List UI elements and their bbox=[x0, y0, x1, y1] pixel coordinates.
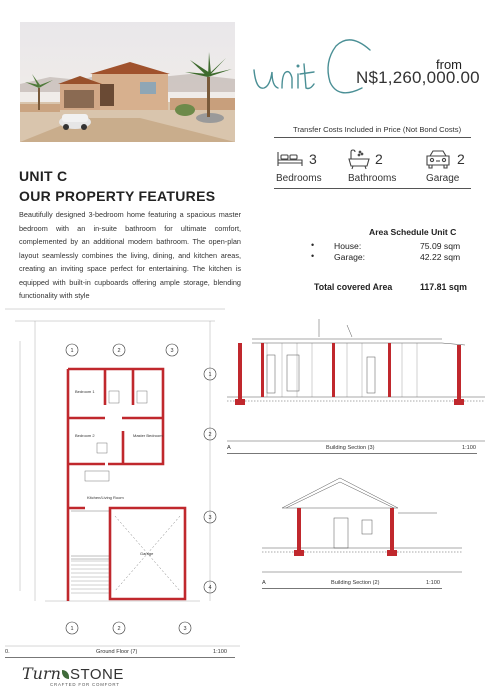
section3-label: Building Section (3) bbox=[326, 445, 375, 451]
bullet: • bbox=[311, 251, 315, 261]
unit-title: UNIT C bbox=[19, 168, 68, 184]
area-house-value: 75.09 sqm bbox=[420, 241, 461, 251]
section3-prefix: A bbox=[227, 445, 231, 451]
svg-text:1: 1 bbox=[70, 348, 74, 354]
bullet: • bbox=[311, 240, 315, 250]
bathrooms-label: Bathrooms bbox=[348, 173, 397, 184]
ground-floor-scale: 1:100 bbox=[213, 649, 227, 655]
svg-text:Bedroom 1: Bedroom 1 bbox=[75, 389, 95, 394]
area-schedule-title: Area Schedule Unit C bbox=[369, 227, 457, 237]
area-garage-value: 42.22 sqm bbox=[420, 252, 461, 262]
description: Beautifully designed 3-bedroom home featuring a spacious master bedroom with an in-suite bathroom for ultimate comfort, complemented by an additional modern bathroom. The open-plan layout seamlessly combines the living, dining, and kitchen areas, creating an inviting space perfect for entertaining. The kitchen is equipped with built-in cupboards offering ample storage, blending functionality with style bbox=[19, 210, 241, 300]
bedrooms-label: Bedrooms bbox=[276, 173, 322, 184]
divider bbox=[227, 453, 477, 454]
section3-scale: 1:100 bbox=[462, 445, 476, 451]
car-icon bbox=[425, 148, 451, 170]
svg-text:1: 1 bbox=[208, 372, 212, 378]
section2-scale: 1:100 bbox=[426, 580, 440, 586]
building-section-2 bbox=[262, 468, 462, 583]
ground-floor-label: Ground Floor (7) bbox=[96, 649, 138, 655]
svg-text:2: 2 bbox=[117, 626, 121, 632]
logo-tagline: CRAFTED FOR COMFORT bbox=[50, 682, 120, 687]
total-area-label: Total covered Area bbox=[314, 282, 393, 292]
turnstone-logo bbox=[22, 664, 124, 687]
section2-prefix: A bbox=[262, 580, 266, 586]
garage-label: Garage bbox=[426, 173, 460, 184]
area-house-label: House: bbox=[334, 241, 362, 251]
price: N$1,260,000.00 bbox=[356, 68, 480, 87]
script-title bbox=[250, 28, 380, 103]
svg-text:3: 3 bbox=[170, 348, 174, 354]
section2-label: Building Section (2) bbox=[331, 580, 380, 586]
svg-text:Garage: Garage bbox=[140, 551, 154, 556]
from-label: from bbox=[436, 57, 462, 72]
bedrooms-count: 3 bbox=[309, 151, 317, 167]
svg-text:1: 1 bbox=[70, 626, 74, 632]
svg-text:Bedroom 2: Bedroom 2 bbox=[75, 433, 95, 438]
area-garage-label: Garage: bbox=[334, 252, 366, 262]
logo-leaf-icon bbox=[62, 670, 69, 679]
divider bbox=[5, 657, 235, 658]
ground-floor-prefix: 0. bbox=[5, 649, 10, 655]
divider bbox=[262, 588, 442, 589]
svg-text:2: 2 bbox=[208, 432, 212, 438]
bathrooms-count: 2 bbox=[375, 151, 383, 167]
transfer-note: Transfer Costs Included in Price (Not Bond Costs) bbox=[293, 125, 462, 134]
divider bbox=[274, 137, 471, 138]
ground-floor-plan bbox=[5, 301, 245, 666]
svg-text:4: 4 bbox=[208, 585, 212, 591]
svg-text:Master Bedroom: Master Bedroom bbox=[133, 433, 163, 438]
divider bbox=[274, 188, 471, 189]
property-photo bbox=[20, 22, 235, 142]
bed-icon bbox=[276, 148, 304, 170]
features-heading: OUR PROPERTY FEATURES bbox=[19, 188, 216, 204]
svg-text:3: 3 bbox=[208, 515, 212, 521]
svg-text:3: 3 bbox=[183, 626, 187, 632]
garage-count: 2 bbox=[457, 151, 465, 167]
building-section-3 bbox=[227, 315, 485, 455]
svg-text:2: 2 bbox=[117, 348, 121, 354]
bath-icon bbox=[348, 148, 372, 170]
svg-text:Kitchen/Living Room: Kitchen/Living Room bbox=[87, 495, 124, 500]
total-area-value: 117.81 sqm bbox=[420, 282, 467, 292]
logo-brand-left: Turn bbox=[22, 664, 61, 683]
logo-brand-right: STONE bbox=[69, 666, 124, 683]
